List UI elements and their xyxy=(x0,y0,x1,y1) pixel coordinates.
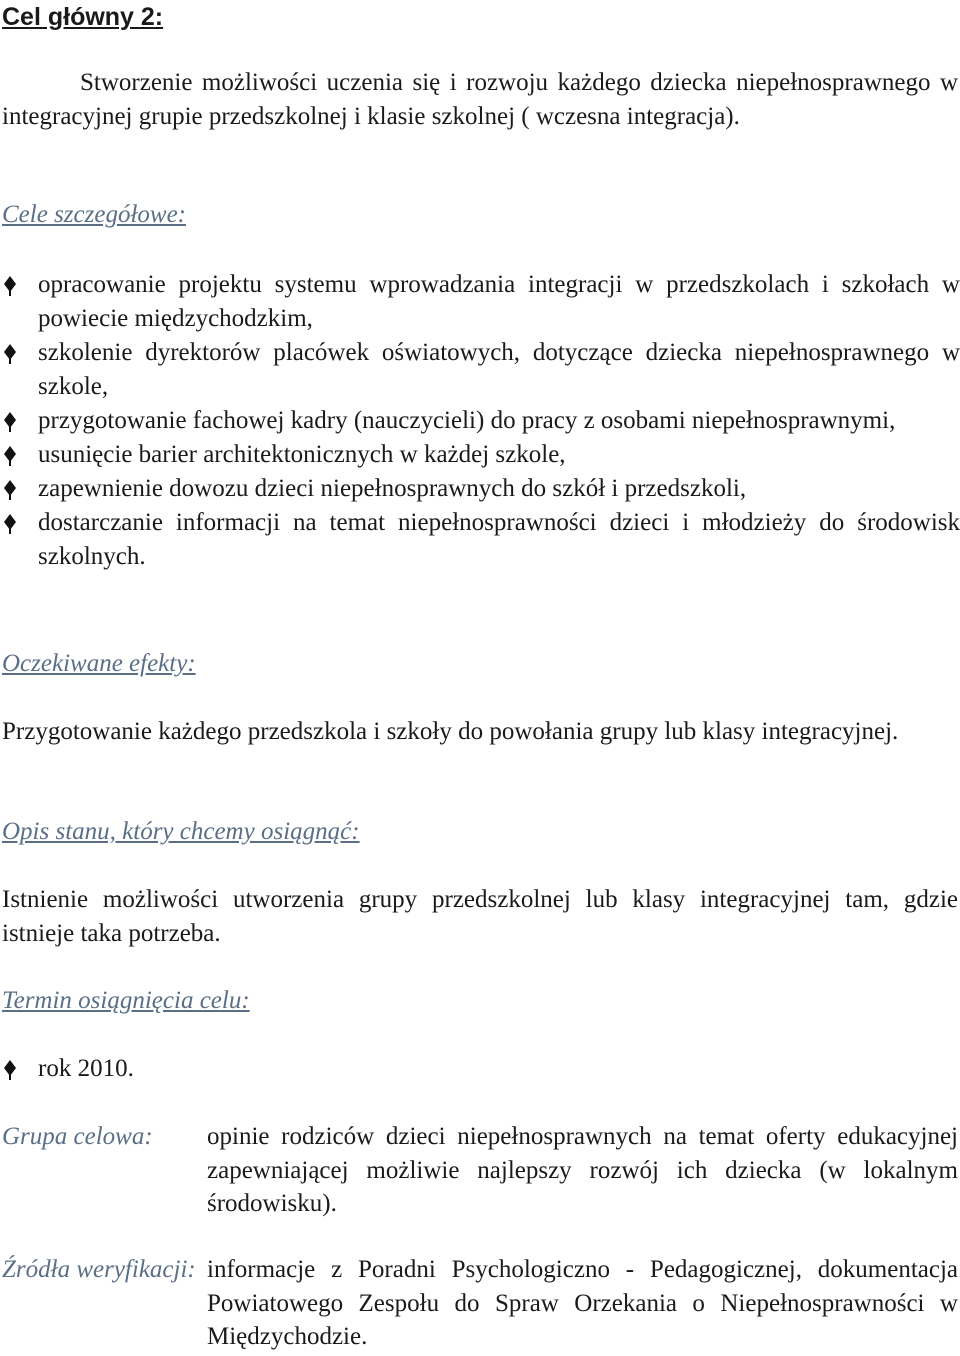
termin-heading: Termin osiągnięcia celu: xyxy=(2,987,250,1014)
list-item-text: szkolenie dyrektorów placówek oświatowych, dotyczące dziecka niepełnosprawnego w szkole, xyxy=(38,339,960,400)
cele-heading: Cele szczegółowe: xyxy=(2,201,186,228)
termin-list xyxy=(0,1052,960,1086)
grupa-celowa-block xyxy=(2,1120,958,1221)
diamond-bullet-icon xyxy=(3,273,17,307)
list-item xyxy=(0,1052,960,1086)
zrodla-text-content: informacje z Poradni Psychologiczno - Pedagogicznej, dokumentacja Powiatowego Zespołu do Spraw Orzekania o Niepełnosprawności w Międzychodzie. xyxy=(207,1256,958,1350)
grupa-celowa-text: opinie rodziców dzieci niepełnosprawnych na temat oferty edukacyjnej zapewniającej możliwie najlepszy rozwój ich dziecka (w lokalnym środowisku). xyxy=(207,1123,958,1217)
zrodla-text xyxy=(207,1253,958,1354)
list-item xyxy=(0,506,960,574)
list-item-text: opracowanie projektu systemu wprowadzania integracji w przedszkolach i szkołach w powiecie międzychodzkim, xyxy=(38,271,960,332)
efekty-paragraph: Przygotowanie każdego przedszkola i szkoły do powołania grupy lub klasy integracyjnej. xyxy=(2,718,899,745)
zrodla-block xyxy=(2,1253,958,1354)
diamond-bullet-icon xyxy=(3,1057,17,1091)
list-item xyxy=(0,336,960,404)
diamond-bullet-icon xyxy=(3,511,17,545)
list-item-text: przygotowanie fachowej kadry (nauczycieli) do pracy z osobami niepełnosprawnymi, xyxy=(38,407,896,434)
list-item xyxy=(0,268,960,336)
list-item-text: rok 2010. xyxy=(38,1055,134,1082)
opis-heading: Opis stanu, który chcemy osiągnąć: xyxy=(2,818,360,845)
opis-paragraph: Istnienie możliwości utworzenia grupy przedszkolnej lub klasy integracyjnej tam, gdzie istnieje taka potrzeba. xyxy=(2,886,958,947)
list-item xyxy=(0,404,960,438)
grupa-celowa-label: Grupa celowa: xyxy=(2,1123,153,1150)
list-item-text: dostarczanie informacji na temat niepełnosprawności dzieci i młodzieży do środowisk szkolnych. xyxy=(38,509,960,570)
cele-list xyxy=(0,268,960,574)
zrodla-label: Źródła weryfikacji: xyxy=(2,1256,196,1283)
list-item-text: usunięcie barier architektonicznych w każdej szkole, xyxy=(38,441,566,468)
list-item-text: zapewnienie dowozu dzieci niepełnosprawnych do szkół i przedszkoli, xyxy=(38,475,747,502)
list-item xyxy=(0,472,960,506)
page-title: Cel główny 2: xyxy=(2,3,164,31)
efekty-heading: Oczekiwane efekty: xyxy=(2,650,196,677)
intro-paragraph: Stworzenie możliwości uczenia się i rozwoju każdego dziecka niepełnosprawnego w integracyjnej grupie przedszkolnej i klasie szkolnej ( wczesna integracja). xyxy=(2,69,958,130)
diamond-bullet-icon xyxy=(3,341,17,375)
list-item xyxy=(0,438,960,472)
